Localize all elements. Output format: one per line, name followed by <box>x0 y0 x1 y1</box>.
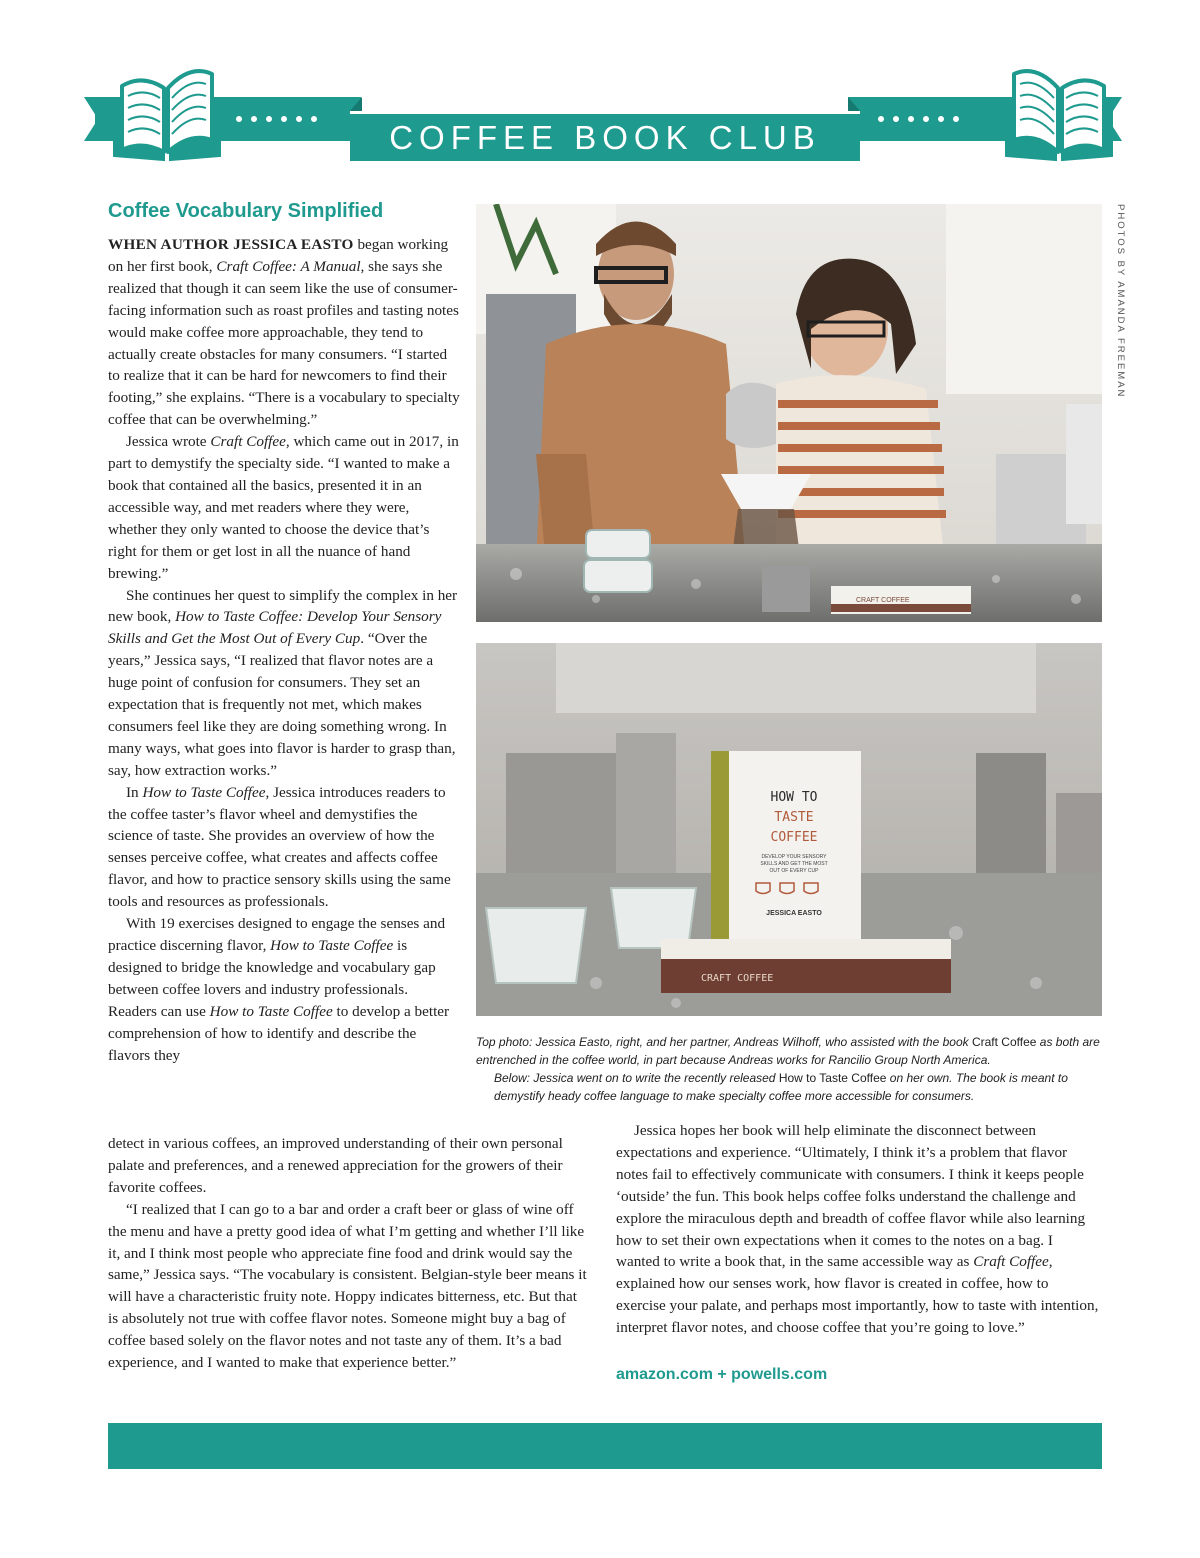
paragraph-6: “I realized that I can go to a bar and order a craft beer or glass of wine off the menu and have a pretty good idea of what I’m getting and whether I’ll like it, and I think most people who appreciate fine food and drink would say the same,” Jessica says. “The vocabulary is consistent. Belgian-style beer means it will have a characteristic fruity note. Hoppy indicates bitterness, etc. But that is absolutely not true with coffee flavor notes. Someone might buy a bag of coffee based solely on the flavor notes and not taste any of them. It’s a bad experience, and I wanted to make that experience better.” <box>108 1200 587 1372</box>
paragraph-5 <box>108 913 460 1066</box>
photo-book-spine-text: CRAFT COFFEE <box>856 597 910 604</box>
text-run: , explained how our senses work, how flavor is created in coffee, how to exercise your palate, and perhaps most importantly, how to taste with intention, interpret flavor notes, and choose coffee that you’re going to love.” <box>616 1253 1099 1337</box>
text-run: With 19 exercises designed to engage the senses and practice discerning flavor, <box>108 915 446 954</box>
page-title: COFFEE BOOK CLUB <box>389 119 821 156</box>
photo-how-to-taste-coffee-book <box>476 643 1102 1016</box>
ribbon-fold-right <box>848 97 860 111</box>
paragraph-3 <box>108 585 460 782</box>
paragraph-7 <box>616 1120 1100 1339</box>
text-run: is designed to bridge the knowledge and vocabulary gap between coffee lovers and industry professionals. Readers can use <box>108 937 436 1020</box>
retailer-links[interactable]: amazon.com + powells.com <box>616 1366 828 1383</box>
text-run: Jessica wrote <box>126 433 211 451</box>
book-cover-title-1: HOW TO <box>770 790 818 805</box>
photo-caption <box>476 1033 1106 1105</box>
text-run: In <box>126 783 143 801</box>
article-column-right <box>616 1120 1100 1339</box>
paragraph-4 <box>108 782 460 913</box>
text-run: on her own. The book is meant to demystify heady coffee language to make specialty coffee more accessible for consumers. <box>494 1071 1068 1103</box>
dot-ornament-right <box>878 110 959 128</box>
book-cover-subtitle-1: DEVELOP YOUR SENSORY <box>761 854 827 860</box>
coffee-cups-icon <box>756 883 818 894</box>
book-cover-subtitle-3: OUT OF EVERY CUP <box>769 868 819 874</box>
text-run: began working on her first book, <box>108 236 449 275</box>
lying-book-spine-text: CRAFT COFFEE <box>701 973 774 984</box>
article-heading: Coffee Vocabulary Simplified <box>108 200 384 222</box>
article-continuation <box>108 1133 588 1374</box>
text-run: She continues her quest to simplify the complex in her new book, <box>108 586 458 626</box>
caption-top <box>476 1033 1106 1069</box>
photo-credit: PHOTOS BY AMANDA FREEMAN <box>1115 204 1126 399</box>
paragraph-2 <box>108 431 460 584</box>
text-run: Jessica hopes her book will help eliminate the disconnect between expectations and experience. “Ultimately, I think it’s a problem that flavor notes fail to effectively communicate with consumers. I think it keeps people ‘outside’ the fun. This book helps coffee folks understand the challenge and explore the miraculous depth and breadth of coffee flavor while also learning how to set their own expectations when it comes to the notes on a bag. I wanted to write a book that, in the same accessible way as <box>616 1122 1086 1271</box>
text-run: . “Over the years,” Jessica says, “I realized that flavor notes are a huge point of confusion for consumers. They set an expectation that is frequently not met, which makes consumers feel like they are doing something wrong. In many ways, what goes into flavor is harder to grasp than, say, how extraction works.” <box>108 630 456 779</box>
text-run: , Jessica introduces readers to the coffee taster’s flavor wheel and demystifies the science of taste. She provides an overview of how the senses perceive coffee, what creates and affects coffee flavor, and how to practice sensory skills using the same tools and resources as professionals. <box>108 783 451 911</box>
open-book-icon <box>1000 64 1118 164</box>
book-title: How to Taste Coffee <box>209 1002 333 1020</box>
photo-couple-brewing-coffee <box>476 204 1102 622</box>
book-title: How to Taste Coffee <box>142 783 266 801</box>
book-cover-subtitle-2: SKILLS AND GET THE MOST <box>760 861 828 867</box>
book-cover-title-3: COFFEE <box>770 830 818 845</box>
text-run: , she says she realized that though it can seem like the use of consumer-facing information such as roast profiles and tasting notes would make coffee more approachable, they tend to actually create obstacles for many consumers. “I started to realize that it can be hard for newcomers to find their footing,” she explains. “There is a vocabulary to specialty coffee that can be overwhelming.” <box>108 257 460 429</box>
caption-bottom <box>476 1069 1106 1105</box>
ribbon-fold-left <box>350 97 362 111</box>
paragraph-1 <box>108 234 460 431</box>
book-title: How to Taste Coffee <box>270 937 394 954</box>
book-title: Craft Coffee <box>971 1035 1037 1049</box>
open-book-icon <box>108 64 226 164</box>
text-run: to develop a better comprehension of how to identify and describe the flavors they <box>108 1002 450 1064</box>
lead-in: WHEN AUTHOR JESSICA EASTO <box>108 236 354 253</box>
text-run: as both are entrenched in the coffee world, in part because Andreas works for Rancilio Group North America. <box>476 1035 1100 1067</box>
book-title: How to Taste Coffee: Develop Your Sensory Skills and Get the Most Out of Every Cup <box>108 608 442 648</box>
text-run: Top photo: Jessica Easto, right, and her partner, Andreas Wilhoff, who assisted with the book <box>476 1035 972 1049</box>
book-title: Craft Coffee <box>973 1253 1049 1271</box>
book-title: Craft Coffee: A Manual <box>216 257 361 275</box>
dot-ornament-left <box>236 110 317 128</box>
text-run: , which came out in 2017, in part to demystify the specialty side. “I wanted to make a book that contained all the basics, presented it in an accessible way, and met readers where they were, whether they only wanted to choose the device that’s right for them or get lost in all the nuance of hand brewing.” <box>108 433 459 582</box>
banner <box>0 0 1200 175</box>
paragraph-5-continued: detect in various coffees, an improved understanding of their own personal palate and preferences, and a renewed appreciation for the growers of their favorite coffees. <box>108 1135 563 1196</box>
text-run: Below: Jessica went on to write the recently released <box>494 1071 779 1085</box>
book-title: How to Taste Coffee <box>778 1071 887 1085</box>
book-cover-title-2: TASTE <box>774 810 814 825</box>
book-cover-author: JESSICA EASTO <box>766 910 822 917</box>
article-column-left <box>108 234 460 1066</box>
footer-bar <box>108 1423 1102 1469</box>
book-title: Craft Coffee <box>210 433 286 451</box>
